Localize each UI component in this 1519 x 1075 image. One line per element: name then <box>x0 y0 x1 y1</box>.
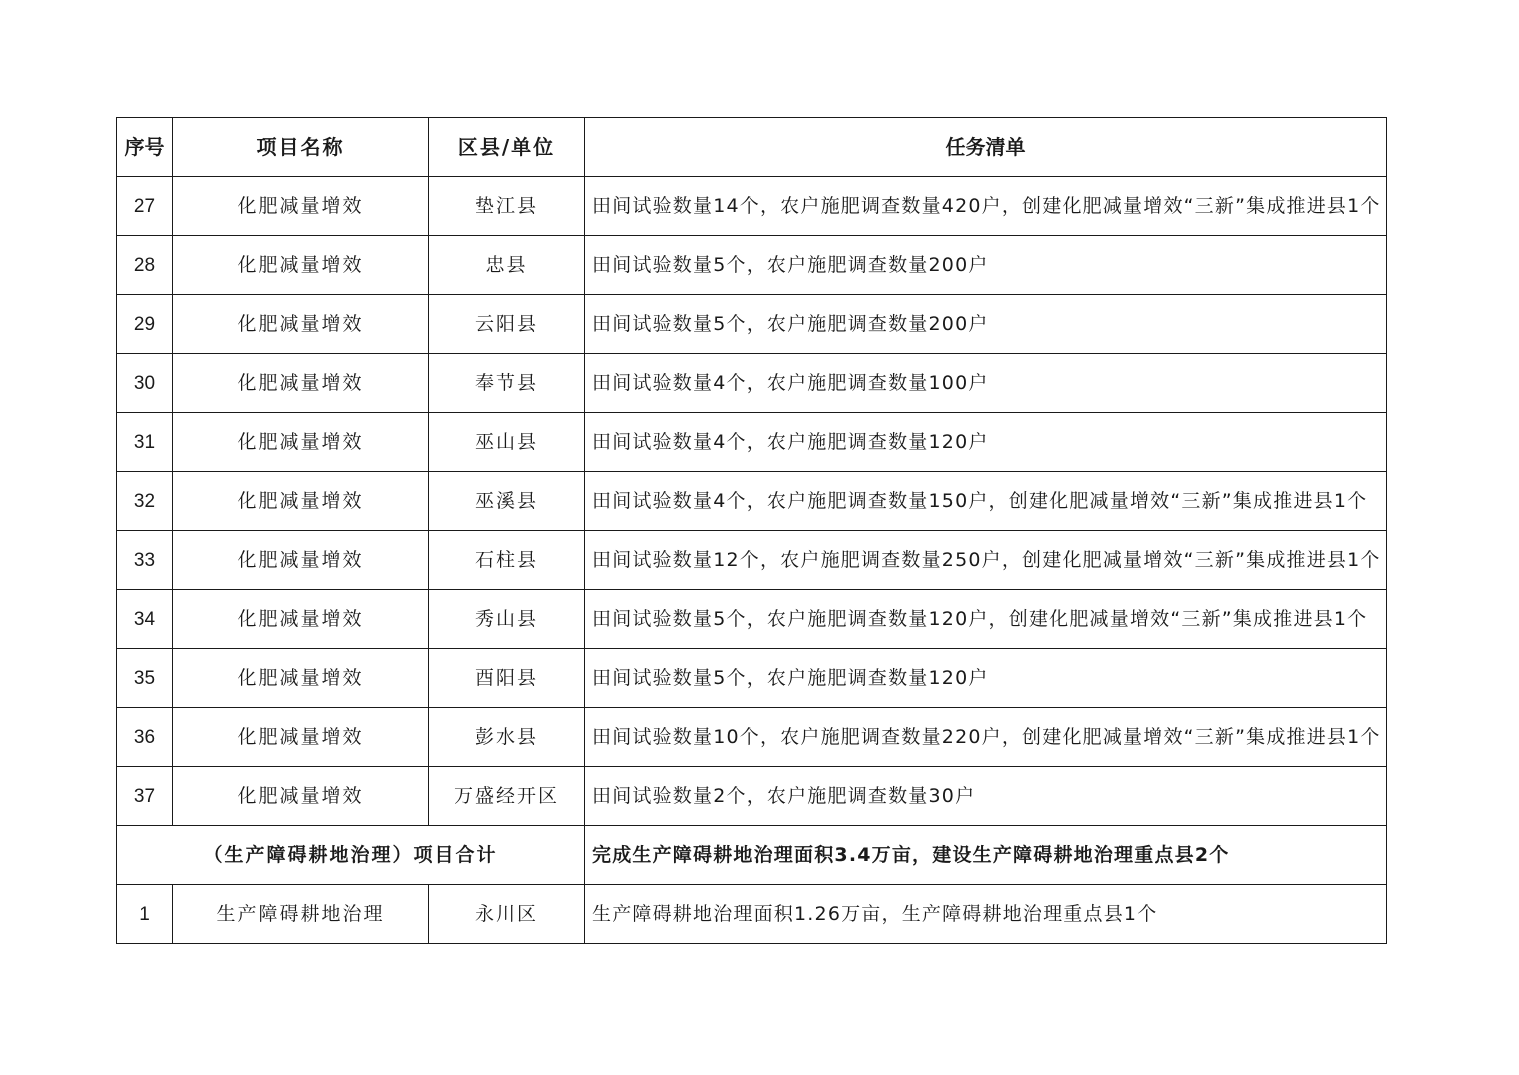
row-task: 田间试验数量12个，农户施肥调查数量250户，创建化肥减量增效“三新”集成推进县1个 <box>585 531 1387 590</box>
header-project-name: 项目名称 <box>173 118 429 177</box>
row-district: 永川区 <box>429 885 585 944</box>
row-task: 田间试验数量4个，农户施肥调查数量100户 <box>585 354 1387 413</box>
table-row <box>117 590 1387 649</box>
row-district: 彭水县 <box>429 708 585 767</box>
table-row <box>117 236 1387 295</box>
row-no: 31 <box>117 413 173 472</box>
row-task: 田间试验数量4个，农户施肥调查数量150户，创建化肥减量增效“三新”集成推进县1个 <box>585 472 1387 531</box>
row-project-name: 化肥减量增效 <box>173 177 429 236</box>
row-district: 垫江县 <box>429 177 585 236</box>
table-row <box>117 413 1387 472</box>
row-task: 田间试验数量14个，农户施肥调查数量420户，创建化肥减量增效“三新”集成推进县1个 <box>585 177 1387 236</box>
row-district: 巫溪县 <box>429 472 585 531</box>
summary-label: （生产障碍耕地治理）项目合计 <box>117 826 585 885</box>
row-no: 34 <box>117 590 173 649</box>
row-project-name: 化肥减量增效 <box>173 767 429 826</box>
header-district: 区县/单位 <box>429 118 585 177</box>
row-no: 32 <box>117 472 173 531</box>
row-district: 奉节县 <box>429 354 585 413</box>
row-no: 27 <box>117 177 173 236</box>
row-no: 30 <box>117 354 173 413</box>
row-task: 田间试验数量2个，农户施肥调查数量30户 <box>585 767 1387 826</box>
table-row <box>117 649 1387 708</box>
row-project-name: 化肥减量增效 <box>173 708 429 767</box>
table-row <box>117 177 1387 236</box>
header-no: 序号 <box>117 118 173 177</box>
row-no: 29 <box>117 295 173 354</box>
table-row <box>117 885 1387 944</box>
row-project-name: 化肥减量增效 <box>173 531 429 590</box>
row-project-name: 化肥减量增效 <box>173 295 429 354</box>
row-project-name: 化肥减量增效 <box>173 354 429 413</box>
row-no: 35 <box>117 649 173 708</box>
table-row <box>117 472 1387 531</box>
row-no: 1 <box>117 885 173 944</box>
row-district: 云阳县 <box>429 295 585 354</box>
row-district: 万盛经开区 <box>429 767 585 826</box>
header-task-list: 任务清单 <box>585 118 1387 177</box>
summary-task: 完成生产障碍耕地治理面积3.4万亩，建设生产障碍耕地治理重点县2个 <box>585 826 1387 885</box>
table-row <box>117 708 1387 767</box>
row-task: 田间试验数量5个，农户施肥调查数量200户 <box>585 295 1387 354</box>
row-task: 生产障碍耕地治理面积1.26万亩，生产障碍耕地治理重点县1个 <box>585 885 1387 944</box>
row-district: 巫山县 <box>429 413 585 472</box>
row-project-name: 化肥减量增效 <box>173 649 429 708</box>
row-task: 田间试验数量5个，农户施肥调查数量120户 <box>585 649 1387 708</box>
row-district: 秀山县 <box>429 590 585 649</box>
row-project-name: 化肥减量增效 <box>173 236 429 295</box>
row-task: 田间试验数量5个，农户施肥调查数量120户，创建化肥减量增效“三新”集成推进县1个 <box>585 590 1387 649</box>
row-task: 田间试验数量10个，农户施肥调查数量220户，创建化肥减量增效“三新”集成推进县1个 <box>585 708 1387 767</box>
table-header-row <box>117 118 1387 177</box>
table-row <box>117 767 1387 826</box>
row-district: 石柱县 <box>429 531 585 590</box>
table-row <box>117 295 1387 354</box>
row-task: 田间试验数量4个，农户施肥调查数量120户 <box>585 413 1387 472</box>
row-task: 田间试验数量5个，农户施肥调查数量200户 <box>585 236 1387 295</box>
row-district: 忠县 <box>429 236 585 295</box>
row-no: 33 <box>117 531 173 590</box>
summary-row <box>117 826 1387 885</box>
row-no: 28 <box>117 236 173 295</box>
row-no: 37 <box>117 767 173 826</box>
task-list-table <box>116 117 1387 944</box>
row-no: 36 <box>117 708 173 767</box>
table-row <box>117 354 1387 413</box>
row-project-name: 生产障碍耕地治理 <box>173 885 429 944</box>
row-district: 酉阳县 <box>429 649 585 708</box>
row-project-name: 化肥减量增效 <box>173 590 429 649</box>
table-row <box>117 531 1387 590</box>
row-project-name: 化肥减量增效 <box>173 413 429 472</box>
row-project-name: 化肥减量增效 <box>173 472 429 531</box>
